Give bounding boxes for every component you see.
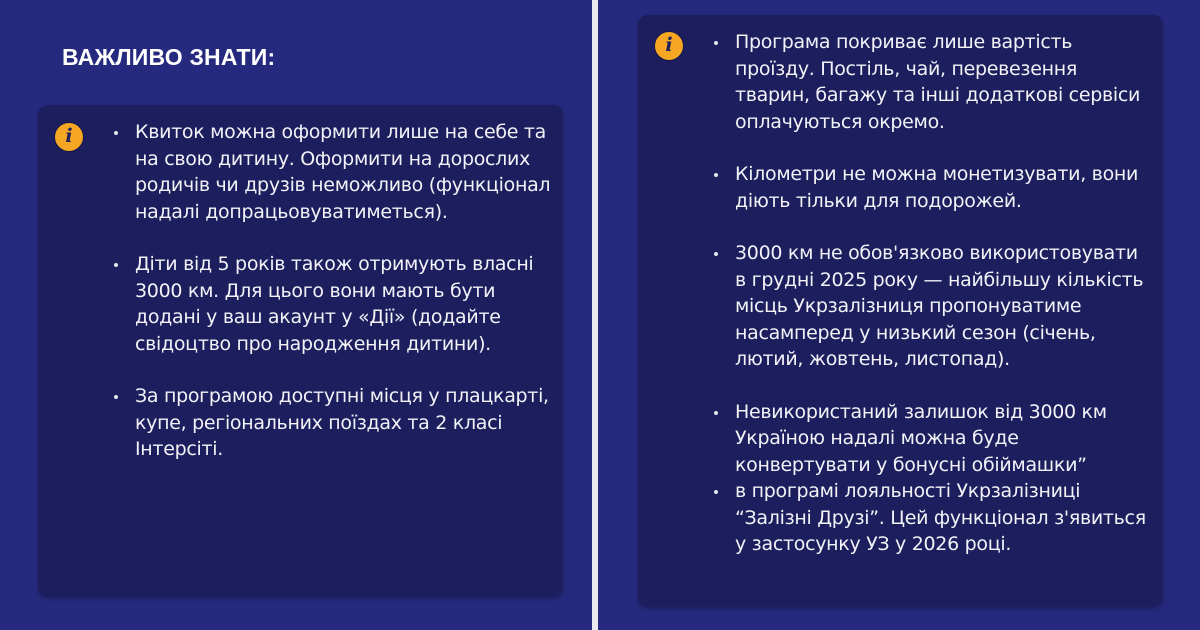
info-icon: i xyxy=(54,122,84,152)
left-panel xyxy=(0,0,592,630)
list-item: 3000 км не обов'язково використовувати в грудні 2025 року — найбільшу кількість місць Укрзалізниця пропонуватиме насамперед у низький сезон (січень, лютий, жовтень, листопад). xyxy=(714,240,1154,373)
section-heading: ВАЖЛИВО ЗНАТИ: xyxy=(62,44,276,70)
info-icon: i xyxy=(654,31,684,61)
list-item: Невикористаний залишок від 3000 км Україною надалі можна буде конвертувати у бонусні обіймашки” xyxy=(714,399,1154,479)
info-list-right xyxy=(714,29,1154,558)
list-item: Квиток можна оформити лише на себе та на свою дитину. Оформити на дорослих родичів чи друзів неможливо (функціонал надалі допрацьовуватиметься). xyxy=(114,119,554,225)
list-item: Програма покриває лише вартість проїзду. Постіль, чай, перевезення тварин, багажу та інші додаткові сервіси оплачуються окремо. xyxy=(714,29,1154,135)
list-item: Кілометри не можна монетизувати, вони діють тільки для подорожей. xyxy=(714,161,1154,214)
list-item: Діти від 5 років також отримують власні 3000 км. Для цього вони мають бути додані у ваш акаунт у «Дії» (додайте свідоцтво про народження дитини). xyxy=(114,251,554,357)
info-list-left xyxy=(114,119,554,463)
info-card-right xyxy=(638,15,1163,607)
list-item: За програмою доступні місця у плацкарті, купе, регіональних поїздах та 2 класі Інтерсіті. xyxy=(114,383,554,463)
info-card-left xyxy=(38,105,563,597)
list-item: в програмі лояльності Укрзалізниці “Залізні Друзі”. Цей функціонал з'явиться у застосунку УЗ у 2026 році. xyxy=(714,478,1154,558)
right-panel xyxy=(598,0,1200,630)
